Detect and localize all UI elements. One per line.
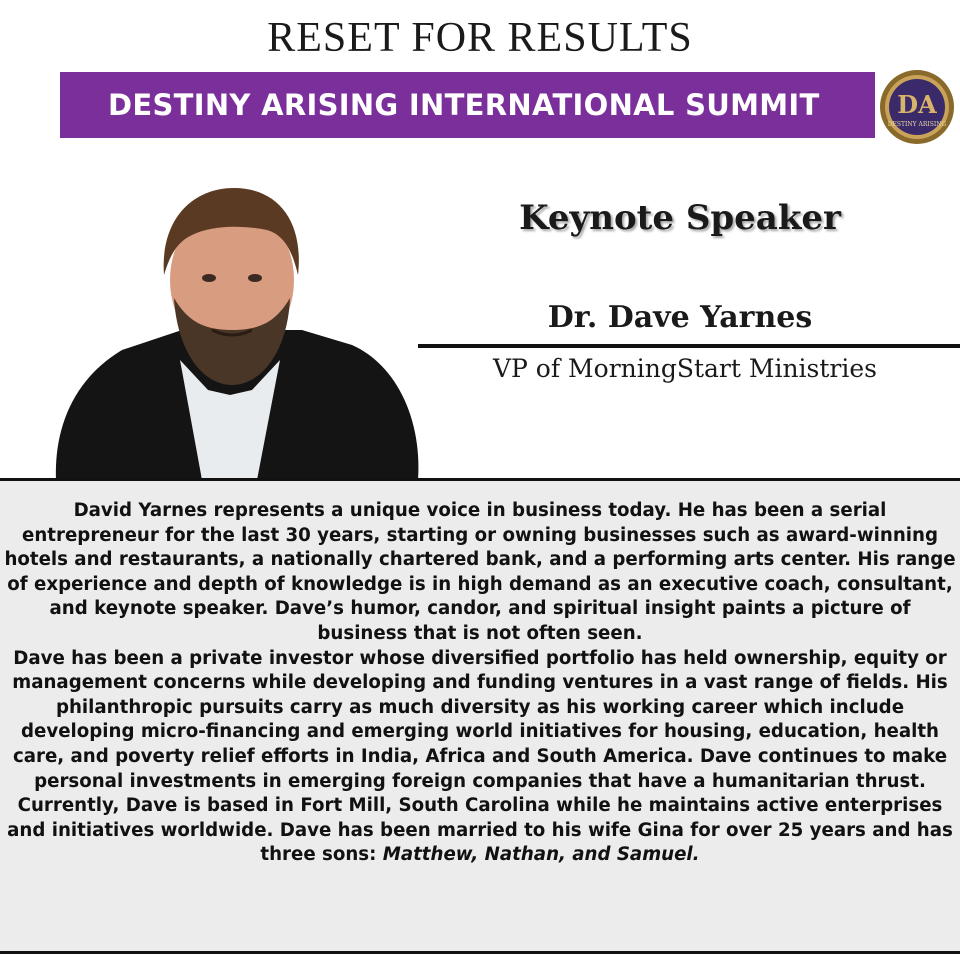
speaker-role: VP of MorningStart Ministries [492, 354, 878, 383]
bio-paragraph-2: Dave has been a private investor whose diversified portfolio has held ownership, equity or management concerns while developing and funding ventures in a vast range of fields. His philanthropic pursuits carry as much diversity as his working career which include developing micro-financing and emerging world initiatives for housing, education, health care, and poverty relief efforts in India, Africa and South America. Dave continues to make personal investments in emerging foreign companies that have a humanitarian thrust. [12, 647, 948, 792]
keynote-heading: Keynote Speaker [519, 198, 841, 238]
bio-panel [0, 478, 960, 954]
photo-eye-left [202, 274, 216, 282]
destiny-arising-logo [878, 68, 956, 146]
speaker-photo [52, 180, 422, 480]
speaker-name: Dr. Dave Yarnes [547, 300, 813, 335]
bio-text [0, 481, 960, 868]
logo-wordmark: DESTINY ARISING [887, 121, 947, 128]
summit-banner-text: DESTINY ARISING INTERNATIONAL SUMMIT [108, 88, 820, 122]
bio-paragraph-3 [4, 794, 956, 868]
summit-banner [60, 72, 875, 138]
bio-paragraph-1: David Yarnes represents a unique voice in business today. He has been a serial entrepreneur for the last 30 years, starting or owning businesses such as award-winning hotels and restaurants, a nationally chartered bank, and a performing arts center. His range of experience and depth of knowledge is in high demand as an executive coach, consultant, and keynote speaker. Dave’s humor, candor, and spiritual insight paints a picture of business that is not often seen. [4, 500, 956, 644]
event-title: RESET FOR RESULTS [267, 15, 693, 61]
bio-paragraph-3-text: Currently, Dave is based in Fort Mill, South Carolina while he maintains active enterprises and initiatives worldwide. Dave has been married to his wife Gina for over 25 years and has three sons: [7, 795, 953, 866]
photo-eye-right [248, 274, 262, 282]
bio-sons-names: Matthew, Nathan, and Samuel. [382, 844, 700, 866]
logo-monogram: DA [897, 90, 937, 119]
name-divider [418, 344, 960, 348]
